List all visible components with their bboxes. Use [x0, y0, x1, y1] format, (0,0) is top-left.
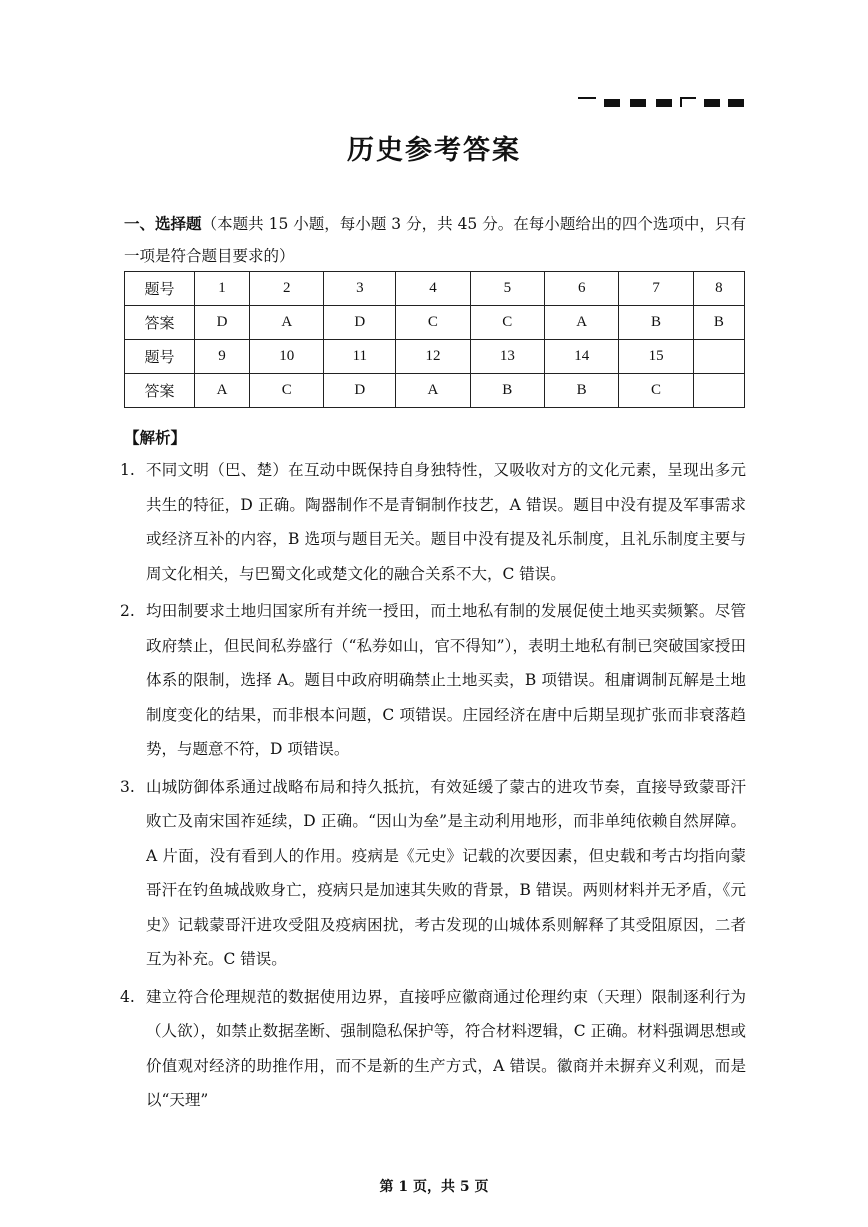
analysis-item-number: 1.: [120, 461, 135, 479]
table-cell: 5: [470, 272, 544, 306]
answer-table: [124, 271, 745, 408]
table-cell: 1: [195, 272, 250, 306]
table-cell: 12: [396, 340, 470, 374]
table-cell: 9: [195, 340, 250, 374]
table-cell: C: [619, 374, 693, 408]
page-title: 历史参考答案: [347, 135, 521, 166]
table-cell: B: [693, 306, 744, 340]
analysis-item-number: 2.: [120, 602, 135, 620]
table-row: [125, 306, 745, 340]
table-row: [125, 374, 745, 408]
analysis-item-number: 4.: [120, 987, 135, 1006]
analysis-item-number: 3.: [120, 777, 135, 796]
table-cell: A: [195, 374, 250, 408]
table-cell: C: [250, 374, 324, 408]
page-footer: 第 1 页，共 5 页: [379, 1179, 489, 1195]
table-cell: [693, 374, 744, 408]
table-cell: B: [470, 374, 544, 408]
table-cell: A: [396, 374, 470, 408]
analysis-item-text: 不同文明（巴、楚）在互动中既保持自身独特性，又吸收对方的文化元素，呈现出多元共生的特征，D 正确。陶器制作不是青铜制作技艺，A 错误。题目中没有提及军事需求或经济互补的内容，B 选项与题目无关。题目中没有提及礼乐制度，且礼乐制度主要与周文化相关，与巴蜀文化或楚文化的融合关系不大，C 错误。: [146, 461, 746, 583]
table-row: [125, 340, 745, 374]
table-row: [125, 272, 745, 306]
table-row-label: 答案: [125, 306, 195, 340]
section1-instruction: （本题共 15 小题，每小题 3 分，共 45 分。在每小题给出的四个选项中，只有一项是符合题目要求的）: [124, 215, 746, 265]
barcode-marks-icon: [578, 97, 746, 109]
table-cell: 4: [396, 272, 470, 306]
table-cell: [693, 340, 744, 374]
table-cell: 3: [324, 272, 396, 306]
table-cell: 6: [545, 272, 619, 306]
analysis-item-text: 山城防御体系通过战略布局和持久抵抗，有效延缓了蒙古的进攻节奏，直接导致蒙哥汗败亡及南宋国祚延续，D 正确。“因山为垒”是主动利用地形，而非单纯依赖自然屏障。A 片面，没有看到人的作用。疫病是《元史》记载的次要因素，但史载和考古均指向蒙哥汗在钓鱼城战败身亡，疫病只是加速其失败的背景，B 错误。两则材料并无矛盾，《元史》记载蒙哥汗进攻受阻及疫病困扰，考古发现的山城体系则解释了其受阻原因，二者互为补充。C 错误。: [146, 777, 746, 968]
analysis-item-text: 均田制要求土地归国家所有并统一授田，而土地私有制的发展促使土地买卖频繁。尽管政府禁止，但民间私券盛行（“私券如山，官不得知”），表明土地私有制已突破国家授田体系的限制，选择 A。题目中政府明确禁止土地买卖，B 项错误。租庸调制瓦解是土地制度变化的结果，而非根本问题，C 项错误。庄园经济在唐中后期呈现扩张而非衰落趋势，与题意不符，D 项错误。: [146, 602, 746, 758]
analysis-item: [120, 594, 746, 767]
table-cell: 14: [545, 340, 619, 374]
analysis-title: 【解析】: [124, 428, 187, 447]
table-row-label: 答案: [125, 374, 195, 408]
analysis-item: [120, 453, 746, 591]
table-cell: 10: [250, 340, 324, 374]
table-cell: 11: [324, 340, 396, 374]
table-cell: D: [195, 306, 250, 340]
table-cell: A: [545, 306, 619, 340]
table-cell: 7: [619, 272, 693, 306]
table-cell: D: [324, 306, 396, 340]
table-cell: 2: [250, 272, 324, 306]
table-row-label: 题号: [125, 340, 195, 374]
analysis-item: [120, 770, 746, 977]
section1-intro: [124, 208, 746, 272]
table-cell: B: [545, 374, 619, 408]
table-cell: B: [619, 306, 693, 340]
table-cell: A: [250, 306, 324, 340]
table-cell: C: [470, 306, 544, 340]
table-cell: D: [324, 374, 396, 408]
analysis-item-text: 建立符合伦理规范的数据使用边界，直接呼应徽商通过伦理约束（天理）限制逐利行为（人欲），如禁止数据垄断、强制隐私保护等，符合材料逻辑，C 正确。材料强调思想或价值观对经济的助推作用，而不是新的生产方式，A 错误。徽商并未摒弃义利观，而是以“天理”: [146, 987, 746, 1109]
table-cell: 13: [470, 340, 544, 374]
table-cell: C: [396, 306, 470, 340]
table-cell: 15: [619, 340, 693, 374]
table-row-label: 题号: [125, 272, 195, 306]
analysis-item: [120, 980, 746, 1118]
analysis-list: [120, 453, 746, 1121]
table-cell: 8: [693, 272, 744, 306]
section1-lead: 一、选择题: [124, 214, 202, 233]
